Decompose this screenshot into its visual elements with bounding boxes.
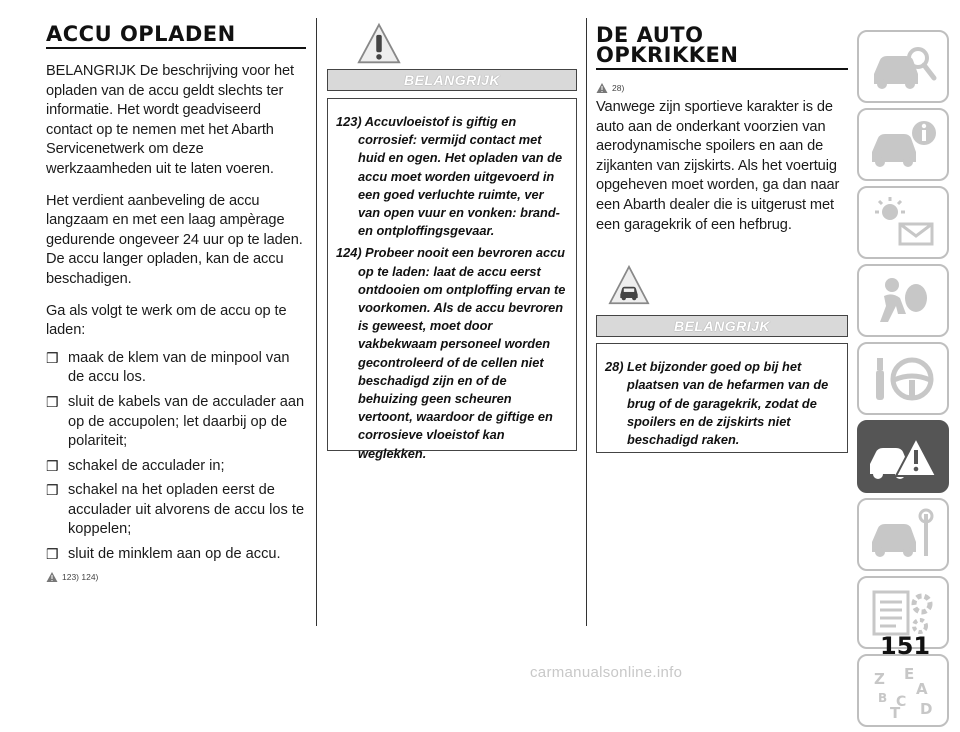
car-service-icon xyxy=(866,506,940,564)
tab-maintenance[interactable] xyxy=(857,498,949,571)
checkbox-bullet-icon: ❒ xyxy=(46,349,59,366)
svg-text:B: B xyxy=(878,690,888,705)
car-info-icon xyxy=(866,116,940,174)
chapter-sidebar xyxy=(857,30,949,732)
page-number: 151 xyxy=(880,632,931,660)
airbag-person-icon xyxy=(866,272,940,330)
watermark: carmanualsonline.info xyxy=(530,664,683,681)
column-divider xyxy=(316,18,317,626)
svg-text:C: C xyxy=(896,693,907,710)
list-item: ❒ sluit de kabels van de acculader aan op de accupolen; let daarbij op de polariteit; xyxy=(46,393,305,450)
left-column xyxy=(46,0,306,583)
warning-reference: 28) xyxy=(596,82,848,94)
svg-text:T: T xyxy=(890,703,901,722)
tab-emergency[interactable] xyxy=(857,420,949,493)
tab-car-info[interactable] xyxy=(857,108,949,181)
paragraph: Ga als volgt te werk om de accu op te laden: xyxy=(46,302,287,339)
tab-safety[interactable] xyxy=(857,264,949,337)
paragraph: Vanwege zijn sportieve karakter is de auto aan de onderkant voorzien van aerodynamische spoilers en aan de zijkanten van zijskirts. Als het voertuig opgeheven moet worden, ga dan naar een Abarth dealer die is uitgerust met een garagekrik of een hefbrug. xyxy=(596,99,840,233)
warning-triangle-icon xyxy=(46,571,58,583)
car-warning-icon xyxy=(608,265,650,305)
tab-car-search[interactable] xyxy=(857,30,949,103)
key-steering-wheel-icon xyxy=(866,350,940,408)
tab-lights-messages[interactable] xyxy=(857,186,949,259)
section-title: DE AUTO OPKRIKKEN xyxy=(596,23,739,67)
tab-index[interactable] xyxy=(857,654,949,727)
list-item: ❒ schakel na het opladen eerst de acculader uit alvorens de accu los te koppelen; xyxy=(46,482,305,538)
warning-reference: 123) 124) xyxy=(46,571,306,583)
list-item: ❒ schakel de acculader in; xyxy=(46,457,306,477)
checkbox-bullet-icon: ❒ xyxy=(46,482,59,499)
section-title: ACCU OPLADEN xyxy=(46,22,236,46)
light-message-icon xyxy=(866,194,940,252)
right-column xyxy=(596,0,848,453)
svg-text:D: D xyxy=(920,699,933,718)
warning-item: 123) Accuvloeistof is giftig en corrosief: vermijd contact met huid en ogen. Het opladen van de accu moet worden uitgevoerd in een goed verluchte ruimte, ver van open vuur en vonken: brand- en ontploffingsgevaar. xyxy=(336,114,563,239)
svg-text:E: E xyxy=(904,664,915,683)
svg-text:Z: Z xyxy=(874,669,885,688)
warning-triangle-icon xyxy=(596,82,608,94)
warning-box xyxy=(327,98,577,461)
steps-list xyxy=(46,349,306,565)
paragraph: BELANGRIJK De beschrijving voor het opladen van de accu geldt slechts ter informatie. Het wordt geadviseerd contact op te nemen met het Abarth Servicenetwerk om deze werkzaamheden uit te laten voeren. xyxy=(46,63,294,177)
tab-starting-driving[interactable] xyxy=(857,342,949,415)
car-warning-icon xyxy=(866,428,940,486)
list-item: ❒ maak de klem van de minpool van de accu los. xyxy=(46,349,290,386)
car-search-icon xyxy=(866,38,940,96)
checkbox-bullet-icon: ❒ xyxy=(46,457,59,474)
checkbox-bullet-icon: ❒ xyxy=(46,393,59,410)
warning-item: 28) Let bijzonder goed op bij het plaatsen van de hefarmen van de brug of de garagekrik, zodat de spoilers en de zijskirts niet beschadigd raken. xyxy=(605,359,829,447)
title-rule xyxy=(596,68,848,70)
important-banner: BELANGRIJK xyxy=(327,69,577,91)
warning-triangle-icon xyxy=(357,22,401,66)
checkbox-bullet-icon: ❒ xyxy=(46,546,59,563)
svg-text:A: A xyxy=(916,679,928,698)
title-rule xyxy=(46,47,306,49)
important-banner: BELANGRIJK xyxy=(596,315,848,337)
middle-column xyxy=(327,0,577,461)
warning-box xyxy=(596,343,848,453)
paragraph: Het verdient aanbeveling de accu langzaam en met een laag ampèrage gedurende ongeveer 24 uur op te laden. De accu langer opladen, kan de accu beschadigen. xyxy=(46,192,303,287)
column-divider xyxy=(586,18,587,626)
list-item: ❒ sluit de minklem aan op de accu. xyxy=(46,545,306,565)
warning-item: 124) Probeer nooit een bevroren accu op te laden: laat de accu eerst ontdooien om ontploffing ervan te voorkomen. Als de accu bevroren is geweest, moet door vakbekwaam personeel worden gecontroleerd of de cellen niet beschadigd zijn en of de behuizing geen scheuren vertoont, waardoor de giftige en corrosieve vloeistof kan weglekken. xyxy=(336,245,566,461)
alphabet-index-icon xyxy=(866,662,940,720)
